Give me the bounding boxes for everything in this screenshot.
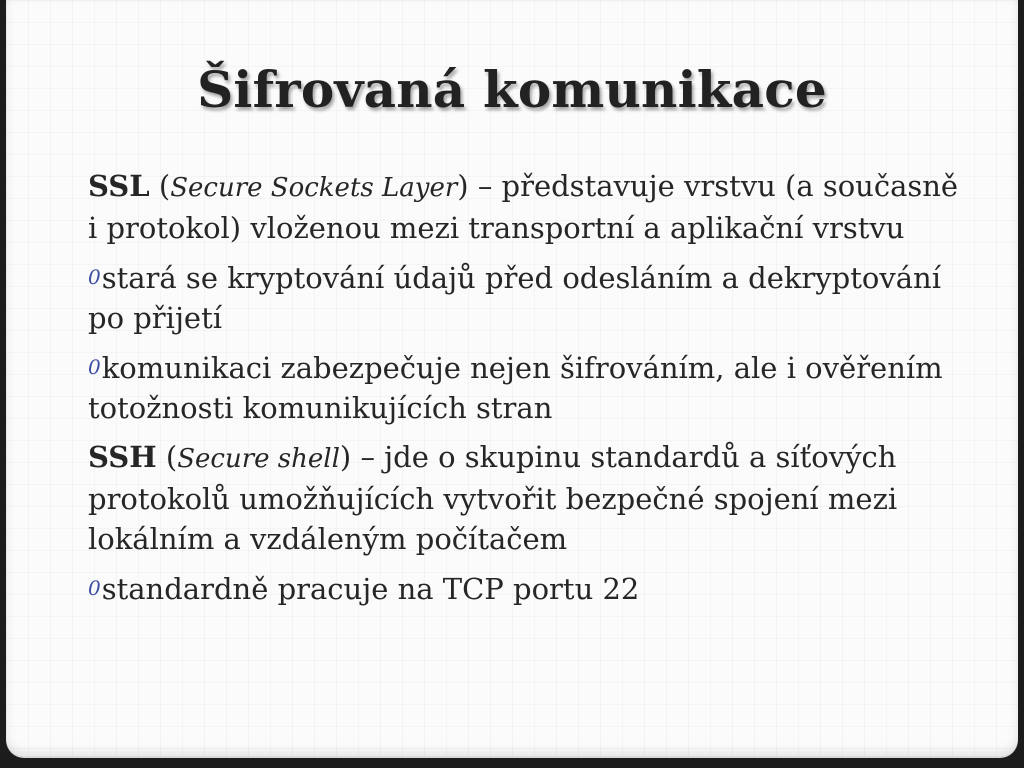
ssh-open-paren: ( <box>156 440 178 474</box>
ssl-full-name: Secure Sockets Layer <box>170 173 458 203</box>
ssl-point-2 <box>88 347 968 428</box>
ssl-description: ) – představuje vrstvu (a současně i protokol) vloženou mezi transportní a aplikační vrstvu <box>88 169 959 245</box>
ssh-full-name: Secure shell <box>177 444 340 474</box>
bullet-marker-icon: 0 <box>88 355 101 379</box>
ssl-point-2-text: komunikaci zabezpečuje nejen šifrováním, ale i ověřením totožnosti komunikujících stran <box>88 351 943 425</box>
ssl-term: SSL <box>88 169 150 203</box>
ssl-point-1-text: stará se kryptování údajů před odesláním a dekryptování po přijetí <box>88 261 941 335</box>
ssh-point-1 <box>88 568 968 609</box>
ssh-paragraph <box>88 437 968 559</box>
bullet-marker-icon: 0 <box>88 265 101 289</box>
ssl-point-1 <box>88 257 968 338</box>
ssh-description: ) – jde o skupinu standardů a síťových protokolů umožňujících vytvořit bezpečné spojení mezi lokálním a vzdáleným počítačem <box>88 440 898 556</box>
bullet-marker-icon: 0 <box>88 576 101 600</box>
ssl-paragraph <box>88 166 968 248</box>
ssl-open-paren: ( <box>149 169 171 203</box>
slide-title: Šifrovaná komunikace <box>197 60 827 119</box>
ssh-term: SSH <box>88 440 157 474</box>
slide-content <box>88 166 968 618</box>
ssh-point-1-text: standardně pracuje na TCP portu 22 <box>101 572 640 606</box>
